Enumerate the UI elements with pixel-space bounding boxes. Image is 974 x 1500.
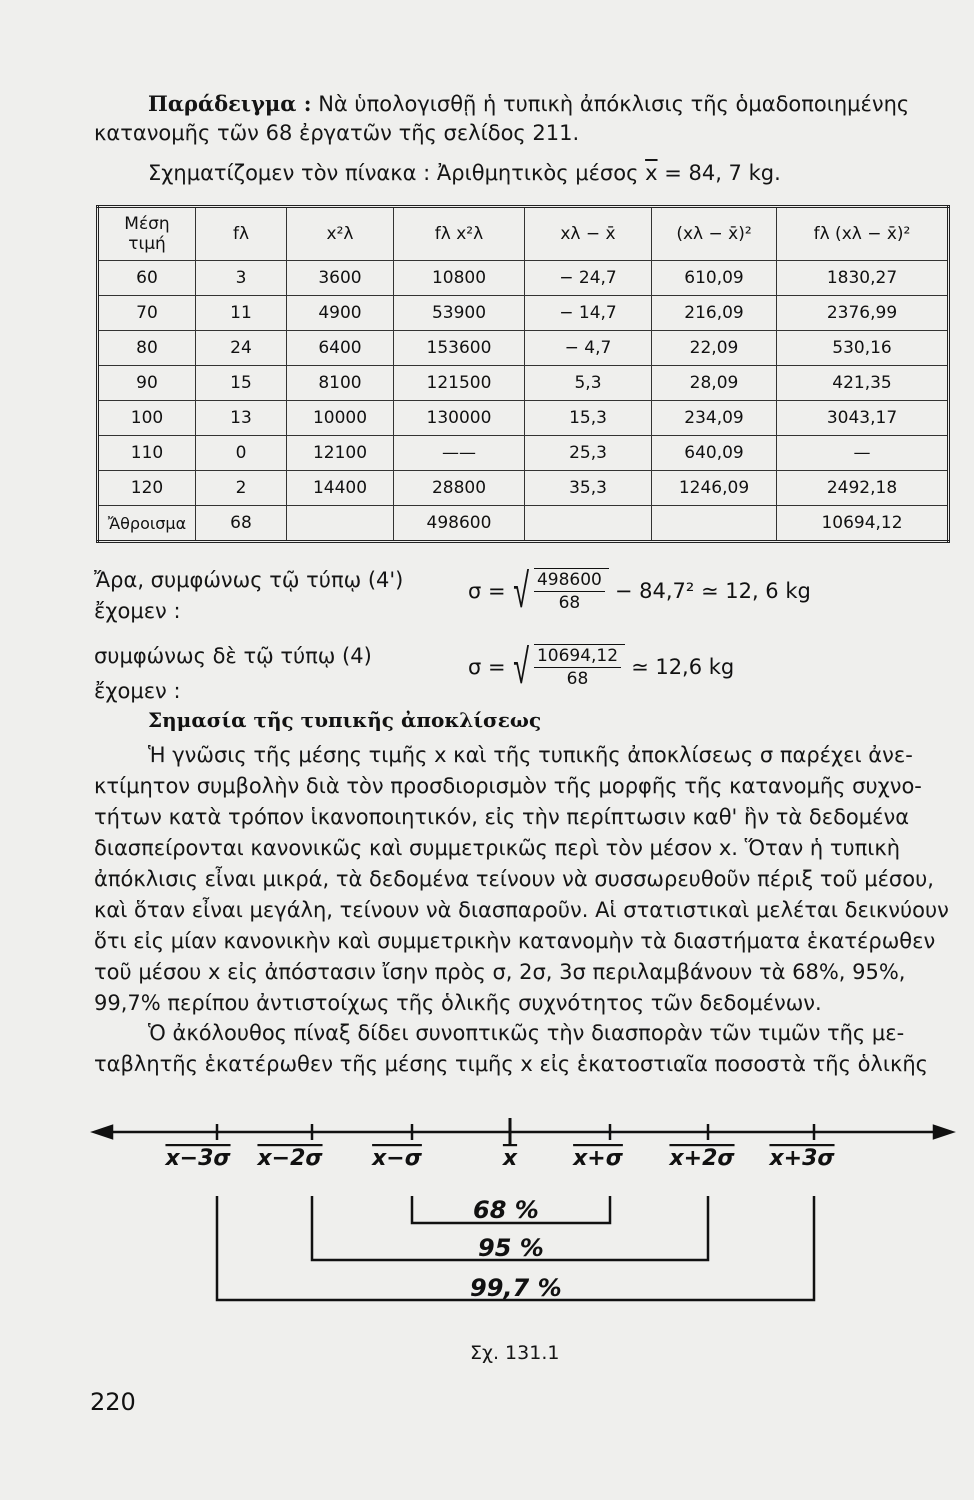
cell-frequency: 0: [196, 436, 287, 471]
cell-f-x-squared: 121500: [394, 366, 525, 401]
example-line-3-pre: Σχηματίζομεν τὸν πίνακα : Ἀριθμητικὸς μέσος: [148, 161, 646, 185]
cell-x-squared: 8100: [287, 366, 394, 401]
percent-68: 68 %: [473, 1196, 539, 1224]
example-text-1: Νὰ ὑπολογισθῇ ἡ τυπικὴ ἀπόκλισις τῆς ὁμαδοποιημένης: [318, 92, 910, 116]
paragraph-line: 99,7% περίπου ἀντιστοίχως τῆς ὁλικῆς συχνότητος τῶν δεδομένων.: [94, 991, 822, 1015]
cell-f-deviation-squared: 3043,17: [777, 401, 949, 436]
cell-deviation-squared: 234,09: [652, 401, 777, 436]
header-f-x-squared: fλ x²λ: [394, 207, 525, 261]
cell-deviation-squared: 28,09: [652, 366, 777, 401]
tick-label-plus-3s: x+3σ: [769, 1146, 835, 1171]
cell-deviation: 35,3: [525, 471, 652, 506]
percent-99-7: 99,7 %: [470, 1274, 562, 1302]
formula1-radicand: [534, 568, 609, 614]
table-sum-row: [98, 506, 949, 542]
table-row: [98, 296, 949, 331]
paragraph-line: ταβλητῆς ἑκατέρωθεν τῆς μέσης τιμῆς x εἰς ἑκατοστιαῖα ποσοστὰ τῆς ὁλικῆς: [94, 1052, 928, 1076]
cell-x-squared: 10000: [287, 401, 394, 436]
cell-f-deviation-squared: 530,16: [777, 331, 949, 366]
formula2-result: ≃ 12,6 kg: [631, 655, 735, 679]
cell-mean-value: 60: [98, 261, 196, 296]
cell-deviation-squared: 1246,09: [652, 471, 777, 506]
cell-x-squared: 3600: [287, 261, 394, 296]
cell-f-x-squared: 28800: [394, 471, 525, 506]
example-line-3-post: = 84, 7 kg.: [657, 161, 781, 185]
table-row: [98, 471, 949, 506]
table-row: [98, 261, 949, 296]
cell-deviation: 5,3: [525, 366, 652, 401]
cell-frequency: 15: [196, 366, 287, 401]
cell-f-deviation-squared: 421,35: [777, 366, 949, 401]
formula2-text-b: ἔχομεν :: [94, 679, 181, 703]
cell-mean-value: 110: [98, 436, 196, 471]
cell-frequency: 13: [196, 401, 287, 436]
formula2-denominator: 68: [566, 669, 589, 689]
paragraph-line: κτίμητον συμβολὴν διὰ τὸν προσδιορισμὸν τῆς μορφῆς τῆς κατανομῆς συχνο-: [94, 774, 922, 798]
cell-deviation-squared: 610,09: [652, 261, 777, 296]
cell-mean-value: 100: [98, 401, 196, 436]
header-x-squared: x²λ: [287, 207, 394, 261]
cell-deviation-squared: 216,09: [652, 296, 777, 331]
paragraph-line: διασπείρονται κανονικῶς καὶ συμμετρικῶς περὶ τὸν μέσον x. Ὅταν ἡ τυπικὴ: [94, 836, 901, 860]
cell-deviation: 15,3: [525, 401, 652, 436]
example-line-1: [148, 88, 948, 120]
cell-f-x-squared: 53900: [394, 296, 525, 331]
tick-label-plus-2s: x+2σ: [669, 1146, 735, 1171]
example-label: Παράδειγμα :: [148, 91, 312, 116]
cell-deviation-squared: 22,09: [652, 331, 777, 366]
formula2-numerator: 10694,12: [534, 645, 621, 668]
paragraph-line: Ὁ ἀκόλουθος πίναξ δίδει συνοπτικῶς τὴν διασπορὰν τῶν τιμῶν τῆς με-: [148, 1021, 905, 1045]
formula2-radicand: [534, 644, 625, 690]
paragraph-1: [94, 740, 962, 1019]
cell-deviation: 25,3: [525, 436, 652, 471]
table-body: [98, 261, 949, 542]
sum-frequency: 68: [196, 506, 287, 542]
header-deviation: xλ − x̄: [525, 207, 652, 261]
cell-x-squared: 12100: [287, 436, 394, 471]
section-title: Σημασία τῆς τυπικῆς ἀποκλίσεως: [148, 708, 542, 732]
tick-label-plus-s: x+σ: [573, 1146, 623, 1171]
cell-f-x-squared: 153600: [394, 331, 525, 366]
arrow-right-icon: [934, 1126, 952, 1138]
dispersion-diagram: [90, 1110, 960, 1340]
cell-f-x-squared: 10800: [394, 261, 525, 296]
cell-f-deviation-squared: 1830,27: [777, 261, 949, 296]
figure-caption: Σχ. 131.1: [470, 1342, 560, 1364]
cell-mean-value: 120: [98, 471, 196, 506]
percent-95: 95 %: [478, 1234, 544, 1262]
cell-mean-value: 80: [98, 331, 196, 366]
example-line-2: κατανομῆς τῶν 68 ἐργατῶν τῆς σελίδος 211.: [94, 121, 580, 145]
sqrt-sign: √: [512, 639, 529, 695]
cell-frequency: 11: [196, 296, 287, 331]
cell-frequency: 24: [196, 331, 287, 366]
sqrt-sign: √: [512, 563, 529, 619]
page-number: 220: [90, 1388, 136, 1416]
tick-label-mean: x: [502, 1146, 518, 1171]
paragraph-line: καὶ ὅταν εἶναι μεγάλη, τείνουν νὰ διασπαροῦν. Αἱ στατιστικαὶ μελέται δεικνύουν: [94, 898, 949, 922]
formula2-text-a: συμφώνως δὲ τῷ τύπῳ (4): [94, 644, 372, 668]
header-mean-value: Μέση τιμή: [98, 207, 196, 261]
example-line-3: [148, 158, 781, 189]
cell-mean-value: 70: [98, 296, 196, 331]
formula1: [468, 563, 811, 619]
header-frequency: fλ: [196, 207, 287, 261]
cell-frequency: 2: [196, 471, 287, 506]
tick-label-minus-2s: x−2σ: [257, 1146, 323, 1171]
formula1-lhs: σ =: [468, 579, 506, 603]
formula1-text-a: Ἄρα, συμφώνως τῷ τύπῳ (4'): [94, 568, 404, 592]
paragraph-line: τοῦ μέσου x εἰς ἀπόστασιν ἴσην πρὸς σ, 2σ, 3σ περιλαμβάνουν τὰ 68%, 95%,: [94, 960, 906, 984]
mean-symbol: $\overline{x}$: [645, 161, 658, 185]
cell-deviation: − 24,7: [525, 261, 652, 296]
arrow-left-icon: [94, 1126, 112, 1138]
paragraph-2: [94, 1018, 962, 1080]
tick-label-minus-3s: x−3σ: [165, 1146, 231, 1171]
cell-f-deviation-squared: —: [777, 436, 949, 471]
cell-x-squared: 6400: [287, 331, 394, 366]
cell-f-x-squared: ——: [394, 436, 525, 471]
cell-f-deviation-squared: 2376,99: [777, 296, 949, 331]
table-row: [98, 401, 949, 436]
formula1-result: − 84,7² ≃ 12, 6 kg: [614, 579, 811, 603]
formula2-fraction: [534, 645, 621, 690]
cell-mean-value: 90: [98, 366, 196, 401]
sum-x-squared: [287, 506, 394, 542]
sum-deviation-squared: [652, 506, 777, 542]
data-table: [96, 205, 950, 543]
table-row: [98, 331, 949, 366]
cell-frequency: 3: [196, 261, 287, 296]
sum-deviation: [525, 506, 652, 542]
formula2: [468, 639, 735, 695]
formula2-lhs: σ =: [468, 655, 506, 679]
table-row: [98, 366, 949, 401]
cell-f-deviation-squared: 2492,18: [777, 471, 949, 506]
sum-f-x-squared: 498600: [394, 506, 525, 542]
header-deviation-squared: (xλ − x̄)²: [652, 207, 777, 261]
formula1-text-b: ἔχομεν :: [94, 599, 181, 623]
paragraph-line: Ἡ γνῶσις τῆς μέσης τιμῆς x καὶ τῆς τυπικῆς ἀποκλίσεως σ παρέχει ἀνε-: [148, 743, 913, 767]
sum-mean-value: Ἄθροισμα: [107, 513, 187, 533]
header-f-deviation-squared: fλ (xλ − x̄)²: [777, 207, 949, 261]
cell-x-squared: 14400: [287, 471, 394, 506]
paragraph-line: ἀπόκλισις εἶναι μικρά, τὰ δεδομένα τείνουν νὰ συσσωρευθοῦν πέριξ τοῦ μέσου,: [94, 867, 934, 891]
sum-f-deviation-squared: 10694,12: [777, 506, 949, 542]
cell-f-x-squared: 130000: [394, 401, 525, 436]
paragraph-line: τήτων κατὰ τρόπον ἱκανοποιητικόν, εἰς τὴν περίπτωσιν καθ' ἣν τὰ δεδομένα: [94, 805, 910, 829]
cell-x-squared: 4900: [287, 296, 394, 331]
table-row: [98, 436, 949, 471]
cell-deviation-squared: 640,09: [652, 436, 777, 471]
cell-deviation: − 4,7: [525, 331, 652, 366]
paragraph-line: ὅτι εἰς μίαν κανονικὴν καὶ συμμετρικὴν κατανομὴν τὰ διαστήματα ἑκατέρωθεν: [94, 929, 936, 953]
tick-label-minus-s: x−σ: [372, 1146, 422, 1171]
formula1-denominator: 68: [558, 593, 581, 613]
formula1-fraction: [534, 569, 605, 614]
table-header-row: [98, 207, 949, 261]
formula1-numerator: 498600: [534, 569, 605, 592]
cell-deviation: − 14,7: [525, 296, 652, 331]
